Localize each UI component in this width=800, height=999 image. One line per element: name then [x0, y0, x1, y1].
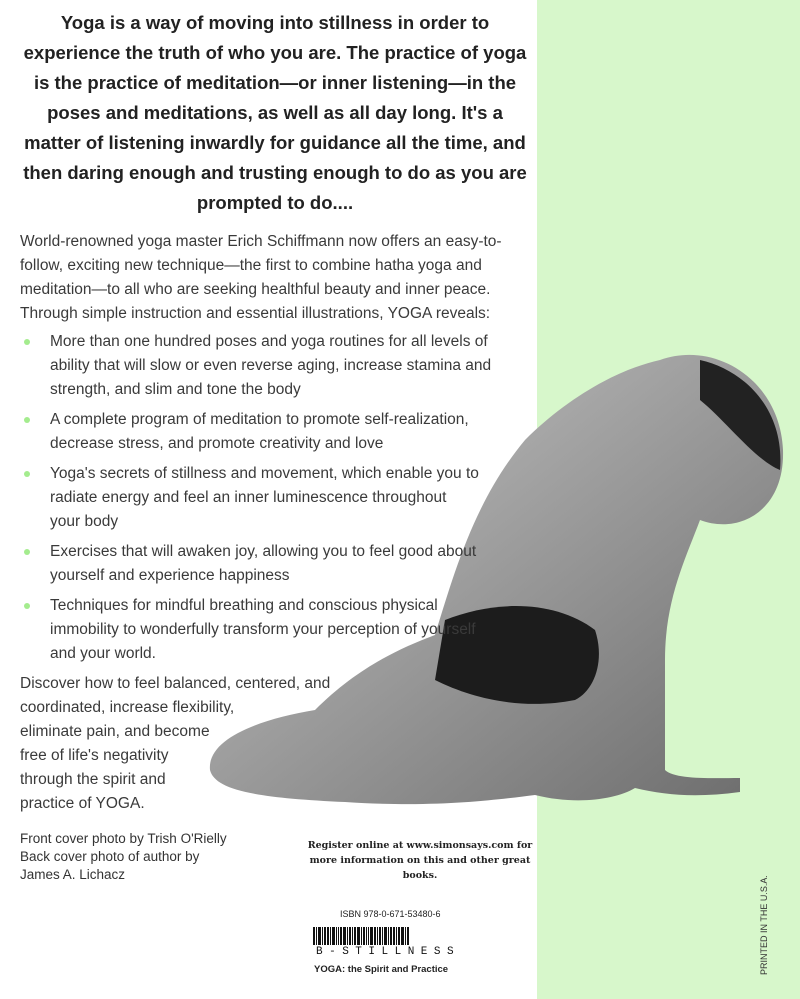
- closing-line: coordinated, increase flexibility,: [20, 699, 235, 716]
- bullet-icon: [24, 603, 30, 609]
- barcode: [313, 927, 463, 945]
- barcode-bar: [340, 927, 342, 945]
- bullet-icon: [24, 339, 30, 345]
- barcode-bar: [352, 927, 353, 945]
- list-item: [20, 408, 480, 456]
- barcode-bar: [354, 927, 356, 945]
- isbn: ISBN 978-0-671-53480-6: [340, 909, 441, 919]
- barcode-bar: [338, 927, 339, 945]
- text-column: [20, 8, 540, 884]
- barcode-bar: [347, 927, 348, 945]
- credit-line: Front cover photo by Trish O'Rielly: [20, 831, 227, 846]
- credit-line: James A. Lichacz: [20, 867, 126, 882]
- bullet-icon: [24, 417, 30, 423]
- list-item-text: More than one hundred poses and yoga routines for all levels of ability that will slow or even reverse aging, increase stamina and strength, and slim and tone the body: [50, 333, 492, 398]
- barcode-bar: [405, 927, 406, 945]
- closing-line: through the spirit and: [20, 771, 166, 788]
- barcode-bar: [398, 927, 400, 945]
- list-item-text: Yoga's secrets of stillness and movement, which enable you to radiate energy and feel an inner luminescence throughout your body: [50, 465, 479, 530]
- barcode-bar: [313, 927, 315, 945]
- barcode-bar: [361, 927, 362, 945]
- barcode-bar: [384, 927, 387, 945]
- barcode-bar: [379, 927, 381, 945]
- barcode-bar: [316, 927, 317, 945]
- closing-line: Discover how to feel balanced, centered, and: [20, 675, 331, 692]
- barcode-bar: [324, 927, 326, 945]
- photo-credits: [20, 830, 290, 884]
- intro-paragraph: World-renowned yoga master Erich Schiffmann now offers an easy-to-follow, exciting new technique—the first to combine hatha yoga and meditation—to all who are seeking healthful beauty and inner peace. Through simple instruction and essential illustrations, YOGA reveals:: [20, 233, 502, 322]
- barcode-bar: [370, 927, 373, 945]
- barcode-bar: [407, 927, 409, 945]
- book-title: YOGA: the Spirit and Practice: [314, 964, 449, 975]
- barcode-bar: [396, 927, 397, 945]
- barcode-bar: [390, 927, 392, 945]
- barcode-bar: [393, 927, 395, 945]
- printed-in-notice: PRINTED IN THE U.S.A.: [759, 875, 769, 975]
- barcode-bar: [366, 927, 367, 945]
- pull-quote: Yoga is a way of moving into stillness in order to experience the truth of who you are. The practice of yoga is the practice of meditation—or inner listening—in the poses and meditations, as well as all day long. It's a matter of listening inwardly for guidance all the time, and then daring enough and trusting enough to do as you are prompted to do....: [23, 12, 527, 213]
- closing-paragraph: [20, 672, 540, 816]
- closing-line: practice of YOGA.: [20, 795, 145, 812]
- barcode-bar: [363, 927, 365, 945]
- list-item-text: Techniques for mindful breathing and conscious physical immobility to wonderfully transform your perception of yourself and your world.: [50, 597, 476, 662]
- list-item: [20, 540, 480, 588]
- barcode-bar: [330, 927, 331, 945]
- list-item-text: A complete program of meditation to promote self-realization, decrease stress, and promote creativity and love: [50, 411, 469, 452]
- list-item-text: Exercises that will awaken joy, allowing you to feel good about yourself and experience happiness: [50, 543, 477, 584]
- credit-line: Back cover photo of author by: [20, 849, 200, 864]
- barcode-bar: [388, 927, 389, 945]
- barcode-bar: [336, 927, 337, 945]
- bullet-icon: [24, 471, 30, 477]
- register-notice: Register online at www.simonsays.com for more information on this and other great books.: [307, 840, 533, 881]
- barcode-bar: [382, 927, 383, 945]
- barcode-bar: [374, 927, 376, 945]
- barcode-bar: [377, 927, 378, 945]
- barcode-bar: [368, 927, 369, 945]
- barcode-bar: [357, 927, 360, 945]
- barcode-bar: [318, 927, 321, 945]
- list-item: [20, 330, 530, 402]
- barcode-text: B-STILLNESS: [316, 946, 466, 959]
- barcode-bar: [401, 927, 404, 945]
- feature-list: [20, 330, 492, 672]
- list-item: [20, 594, 480, 666]
- barcode-bar: [327, 927, 329, 945]
- barcode-bar: [332, 927, 335, 945]
- closing-line: eliminate pain, and become: [20, 723, 210, 740]
- barcode-bar: [349, 927, 351, 945]
- barcode-bar: [343, 927, 346, 945]
- barcode-bar: [322, 927, 323, 945]
- closing-line: free of life's negativity: [20, 747, 169, 764]
- bullet-icon: [24, 549, 30, 555]
- list-item: [20, 462, 480, 534]
